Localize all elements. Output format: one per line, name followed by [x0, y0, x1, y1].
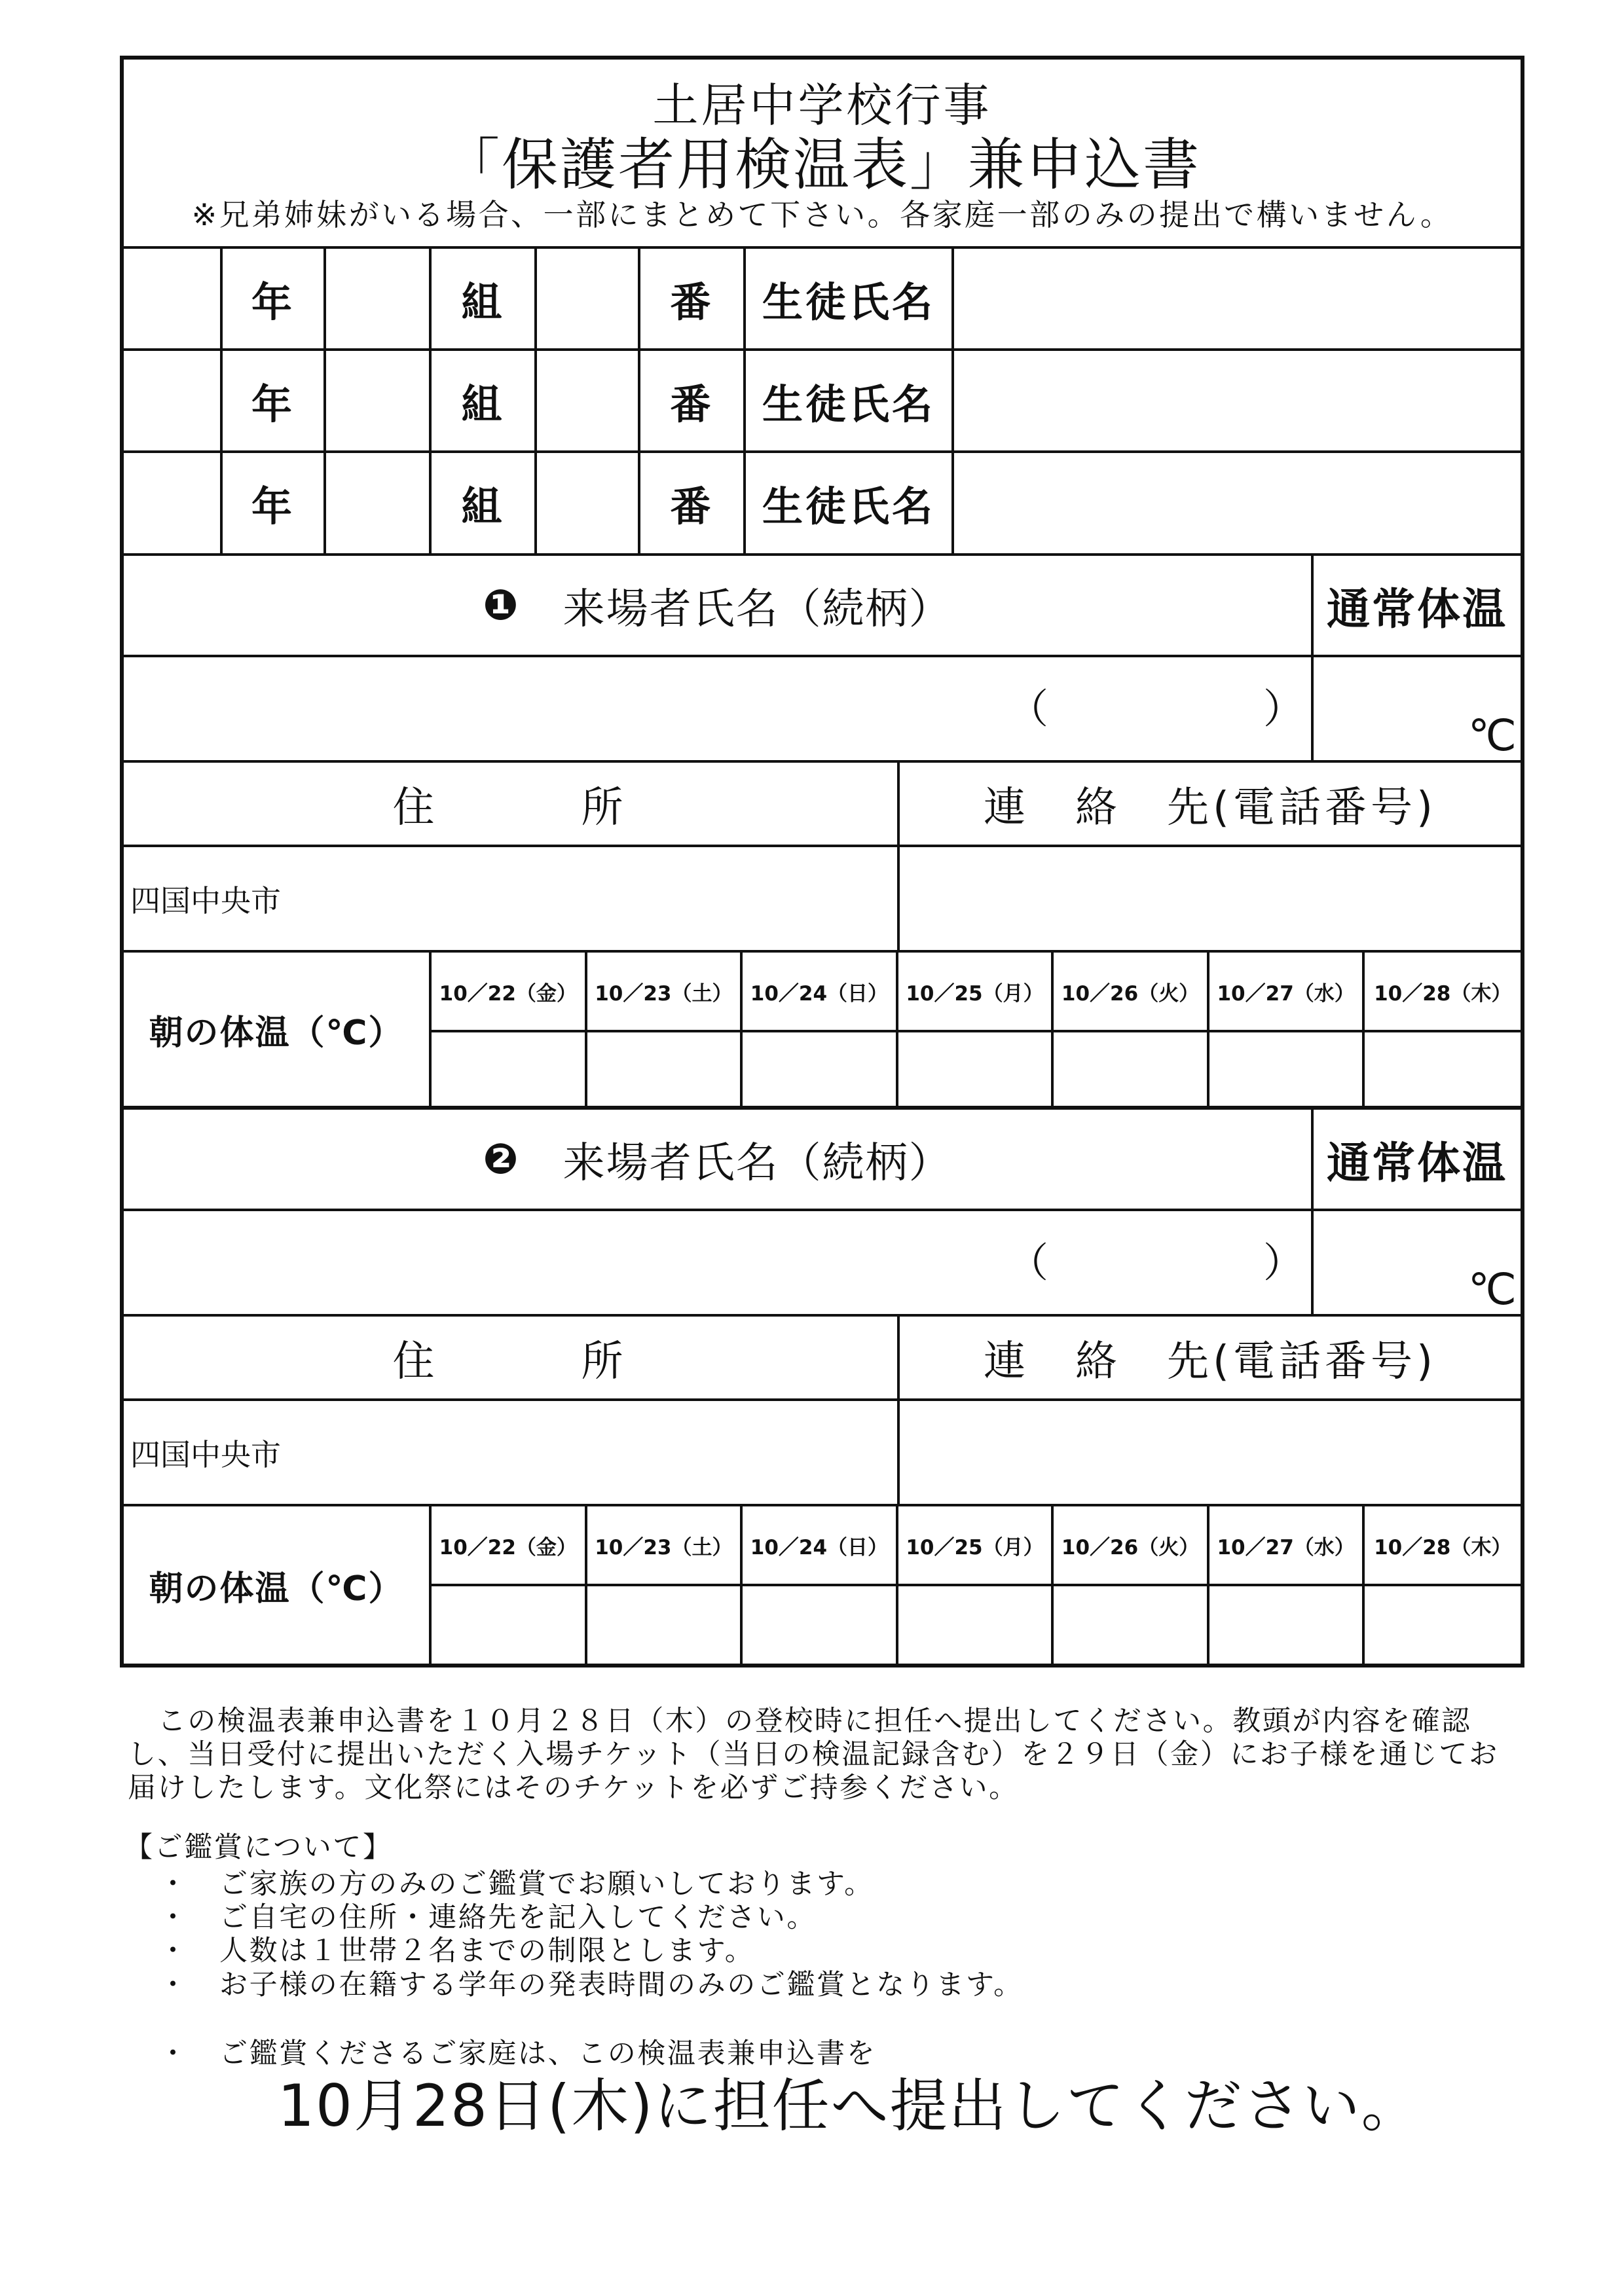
address-field — [124, 847, 900, 950]
contact-header: 連 絡 先(電話番号) — [984, 1337, 1437, 1386]
address-header: 住 所 — [124, 763, 900, 845]
class-label: 組 — [432, 351, 537, 450]
bullet-mark: ・ — [158, 2037, 187, 2070]
morning-temp-label: 朝の体温（℃） — [124, 1506, 432, 1664]
visitor-1-name-field — [124, 657, 1314, 760]
visitor-2-number-marker: ❷ — [483, 1135, 519, 1184]
visitor-1-usual-temp-field — [1314, 657, 1521, 760]
grade-label: 年 — [223, 453, 326, 553]
address-field — [124, 1401, 900, 1504]
contact-field — [900, 847, 1521, 950]
date-header: 10／25（月） — [898, 1506, 1054, 1586]
viewing-rule-2: ご自宅の住所・連絡先を記入してください。 — [219, 1901, 817, 1934]
student-row-3 — [124, 453, 1521, 556]
temp-entry-cell — [1209, 1586, 1365, 1664]
temp-entry-cell — [743, 1032, 898, 1106]
relation-close-paren: ） — [1263, 1238, 1304, 1286]
visitor-section-1 — [124, 556, 1521, 1110]
temp-entry-cell — [587, 1586, 743, 1664]
visitor-1-name-row — [124, 657, 1521, 763]
number-label: 番 — [640, 249, 746, 348]
date-header: 10／23（土） — [587, 1506, 743, 1586]
morning-temp-label: 朝の体温（℃） — [124, 953, 432, 1106]
address-header: 住 所 — [124, 1317, 900, 1398]
date-header: 10／27（水） — [1209, 1506, 1365, 1586]
date-header: 10／22（金） — [432, 953, 587, 1032]
visitor-2-name-header-text: 来場者氏名（続柄） — [563, 1139, 952, 1188]
visitor-2-address-header-row — [124, 1317, 1521, 1401]
class-label: 組 — [432, 249, 537, 348]
temp-entry-cell — [743, 1586, 898, 1664]
temp-entry-cell — [432, 1032, 587, 1106]
number-label: 番 — [640, 453, 746, 553]
viewing-rule-4: お子様の在籍する学年の発表時間のみのご鑑賞となります。 — [219, 1969, 1024, 2001]
student-name-label: 生徒氏名 — [746, 453, 954, 553]
notice-paragraph-line-2: し、当日受付に提出いただく入場チケット（当日の検温記録含む）を２９日（金）にお子様を通じてお — [128, 1738, 1499, 1771]
visitor-1-morning-temp-row — [124, 953, 1521, 1110]
date-header: 10／26（火） — [1054, 953, 1209, 1032]
relation-close-paren: ） — [1263, 684, 1304, 733]
class-field — [326, 453, 432, 553]
bullet-mark: ・ — [158, 1969, 187, 2001]
bullet-mark: ・ — [158, 1901, 187, 1934]
submission-deadline: 10月28日(木)に担任へ提出してください。 — [278, 2072, 1420, 2140]
visitor-2-usual-temp-header: 通常体温 — [1327, 1138, 1507, 1188]
number-field — [537, 249, 640, 348]
bullet-mark: ・ — [158, 1935, 187, 1967]
number-field — [537, 351, 640, 450]
visitor-1-address-header-row — [124, 763, 1521, 847]
temp-entry-cell — [1209, 1032, 1365, 1106]
visitor-1-usual-temp-header: 通常体温 — [1327, 584, 1507, 634]
grade-label: 年 — [223, 249, 326, 348]
number-field — [537, 453, 640, 553]
form-header — [124, 60, 1521, 249]
sibling-note: ※兄弟姉妹がいる場合、一部にまとめて下さい。各家庭一部のみの提出で構いません。 — [191, 197, 1453, 232]
date-header: 10／23（土） — [587, 953, 743, 1032]
notice-paragraph-line-3: 届けしたします。文化祭にはそのチケットを必ずご持参ください。 — [128, 1772, 1019, 1804]
date-header: 10／28（木） — [1365, 953, 1521, 1032]
temp-entry-cell — [898, 1586, 1054, 1664]
event-title: 土居中学校行事 — [652, 79, 992, 132]
morning-temp-grid — [432, 953, 1521, 1106]
date-header: 10／22（金） — [432, 1506, 587, 1586]
temp-entry-cell — [587, 1032, 743, 1106]
class-label: 組 — [432, 453, 537, 553]
morning-temp-grid — [432, 1506, 1521, 1664]
contact-header: 連 絡 先(電話番号) — [984, 783, 1437, 832]
temperature-check-application-form — [120, 56, 1524, 1667]
visitor-1-name-header-text: 来場者氏名（続柄） — [563, 585, 952, 634]
visitor-2-address-row — [124, 1401, 1521, 1506]
temp-entry-cell — [1054, 1032, 1209, 1106]
visitor-1-number-marker: ❶ — [483, 581, 519, 630]
temp-entry-cell — [1054, 1586, 1209, 1664]
class-field — [326, 249, 432, 348]
date-header: 10／25（月） — [898, 953, 1054, 1032]
class-field — [326, 351, 432, 450]
visitor-2-usual-temp-field — [1314, 1211, 1521, 1314]
visitor-1-name-header — [124, 556, 1314, 655]
grade-label: 年 — [223, 351, 326, 450]
visitor-2-name-field — [124, 1211, 1314, 1314]
bullet-mark: ・ — [158, 1868, 187, 1901]
relation-open-paren: （ — [1008, 684, 1049, 733]
student-row-1 — [124, 249, 1521, 351]
celsius-unit: ℃ — [1467, 710, 1517, 761]
final-bullet-text: ご鑑賞くださるご家庭は、この検温表兼申込書を — [219, 2037, 877, 2070]
grade-field — [124, 249, 223, 348]
celsius-unit: ℃ — [1467, 1264, 1517, 1315]
visitor-2-header-row — [124, 1110, 1521, 1211]
student-name-field — [954, 453, 1521, 553]
address-prefix: 四国中央市 — [130, 1436, 281, 1472]
student-name-field — [954, 351, 1521, 450]
temp-entry-cell — [898, 1032, 1054, 1106]
student-name-label: 生徒氏名 — [746, 249, 954, 348]
contact-field — [900, 1401, 1521, 1504]
visitor-2-morning-temp-row — [124, 1506, 1521, 1664]
visitor-1-address-row — [124, 847, 1521, 953]
student-name-label: 生徒氏名 — [746, 351, 954, 450]
viewing-rule-3: 人数は１世帯２名までの制限とします。 — [219, 1935, 755, 1967]
visitor-2-name-header — [124, 1110, 1314, 1209]
date-header: 10／28（木） — [1365, 1506, 1521, 1586]
student-name-field — [954, 249, 1521, 348]
temp-entry-cell — [1365, 1032, 1521, 1106]
notice-paragraph-line-1: この検温表兼申込書を１０月２８日（木）の登校時に担任へ提出してください。教頭が内容を確認 — [128, 1705, 1471, 1738]
grade-field — [124, 453, 223, 553]
visitor-2-name-row — [124, 1211, 1521, 1317]
relation-open-paren: （ — [1008, 1238, 1049, 1286]
visitor-section-2 — [124, 1110, 1521, 1664]
date-header: 10／24（日） — [743, 953, 898, 1032]
temp-entry-cell — [432, 1586, 587, 1664]
number-label: 番 — [640, 351, 746, 450]
address-prefix: 四国中央市 — [130, 883, 281, 919]
date-header: 10／26（火） — [1054, 1506, 1209, 1586]
temp-entry-cell — [1365, 1586, 1521, 1664]
viewing-rule-1: ご家族の方のみのご鑑賞でお願いしております。 — [219, 1868, 874, 1901]
student-row-2 — [124, 351, 1521, 453]
grade-field — [124, 351, 223, 450]
date-header: 10／27（水） — [1209, 953, 1365, 1032]
form-title: 「保護者用検温表」兼申込書 — [443, 132, 1201, 198]
date-header: 10／24（日） — [743, 1506, 898, 1586]
visitor-1-header-row — [124, 556, 1521, 657]
viewing-section-heading: 【ご鑑賞について】 — [124, 1831, 393, 1864]
